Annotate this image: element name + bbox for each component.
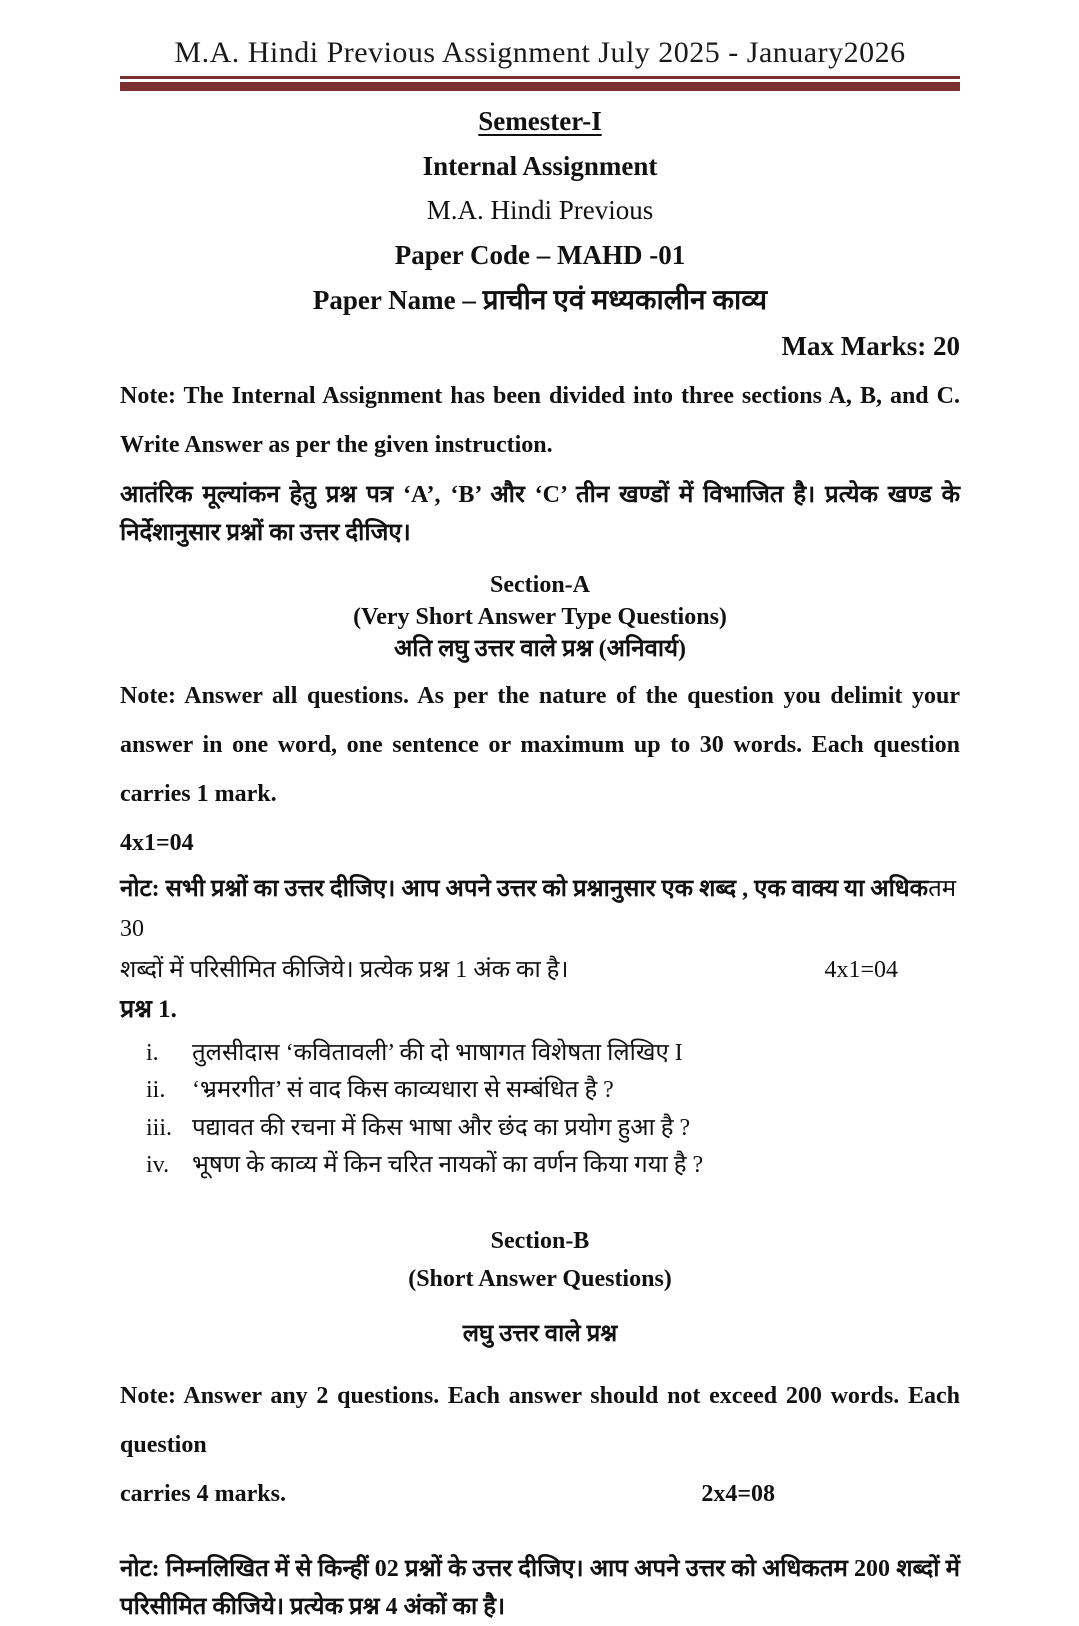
header-divider bbox=[120, 76, 960, 91]
subquestion-row bbox=[120, 1035, 960, 1072]
question-1-subquestions bbox=[120, 1035, 960, 1185]
general-note-hindi: आतंरिक मूल्यांकन हेतु प्रश्न पत्र ‘A’, ‘B’ और ‘C’ तीन खण्डों में विभाजित है। प्रत्येक खण्ड के निर्देशानुसार प्रश्नों का उत्तर दीजिए। bbox=[120, 476, 960, 553]
section-b-heading: Section-B bbox=[120, 1225, 960, 1257]
section-b-subheading-hindi: लघु उत्तर वाले प्रश्न bbox=[120, 1318, 960, 1350]
paper-name-line bbox=[120, 286, 960, 317]
subquestion-text: भूषण के काव्य में किन चरित नायकों का वर्णन किया गया है ? bbox=[192, 1147, 960, 1184]
section-a-note-english-marks: 4x1=04 bbox=[120, 819, 960, 868]
section-a-subheading-hindi: अति लघु उत्तर वाले प्रश्न (अनिवार्य) bbox=[120, 633, 960, 665]
subquestion-numeral: ii. bbox=[120, 1072, 192, 1109]
section-a-note-hindi-line2 bbox=[120, 950, 960, 991]
section-a-subheading-english: (Very Short Answer Type Questions) bbox=[120, 601, 960, 633]
subquestion-text: ‘भ्रमरगीत’ सं वाद किस काव्यधारा से सम्बंधित है ? bbox=[192, 1072, 960, 1109]
section-b-note-english-line2 bbox=[120, 1470, 960, 1519]
max-marks: Max Marks: 20 bbox=[120, 331, 960, 362]
header-divider-thin-line bbox=[120, 76, 960, 79]
section-a-note-hindi-line2-text: शब्दों में परिसीमित कीजिये। प्रत्येक प्रश्न 1 अंक का है। bbox=[120, 950, 569, 991]
assignment-heading: Internal Assignment bbox=[120, 152, 960, 182]
subquestion-text: तुलसीदास ‘कवितावली’ की दो भाषागत विशेषता लिखिए I bbox=[192, 1035, 960, 1072]
subquestion-numeral: iii. bbox=[120, 1110, 192, 1147]
section-a-note-hindi-marks: 4x1=04 bbox=[824, 950, 960, 991]
paper-name-value: प्राचीन एवं मध्यकालीन काव्य bbox=[483, 285, 767, 316]
paper-name-label: Paper Name – bbox=[313, 285, 476, 315]
section-b-note-english-marks: 2x4=08 bbox=[701, 1470, 960, 1519]
section-a-note-hindi-line1 bbox=[120, 869, 960, 951]
section-a-note-hindi-regular-part: तम 30 bbox=[120, 876, 956, 943]
section-b-note-english-line1: Note: Answer any 2 questions. Each answer should not exceed 200 words. Each question bbox=[120, 1372, 960, 1470]
subquestion-numeral: iv. bbox=[120, 1147, 192, 1184]
section-a-note-hindi-bold-part: नोट: सभी प्रश्नों का उत्तर दीजिए। आप अपने उत्तर को प्रश्नानुसार एक शब्द , एक वाक्य या अधिक bbox=[120, 876, 928, 902]
question-1-label: प्रश्न 1. bbox=[120, 991, 960, 1025]
header-divider-thick-bar bbox=[120, 82, 960, 91]
title-block bbox=[120, 107, 960, 317]
paper-code: Paper Code – MAHD -01 bbox=[120, 241, 960, 271]
subquestion-numeral: i. bbox=[120, 1035, 192, 1072]
subquestion-row bbox=[120, 1110, 960, 1147]
general-note-english: Note: The Internal Assignment has been divided into three sections A, B, and C. Write Answer as per the given instruction. bbox=[120, 372, 960, 470]
course-name: M.A. Hindi Previous bbox=[120, 196, 960, 226]
semester-heading: Semester-I bbox=[120, 107, 960, 137]
subquestion-text: पद्यावत की रचना में किस भाषा और छंद का प्रयोग हुआ है ? bbox=[192, 1110, 960, 1147]
section-a-note-english: Note: Answer all questions. As per the nature of the question you delimit your answer in one word, one sentence or maximum up to 30 words. Each question carries 1 mark. bbox=[120, 672, 960, 820]
document-header-title: M.A. Hindi Previous Assignment July 2025 - January2026 bbox=[120, 36, 960, 70]
section-b-note-hindi: नोट: निम्नलिखित में से किन्हीं 02 प्रश्नों के उत्तर दीजिए। आप अपने उत्तर को अधिकतम 200 शब्दों में परिसीमित कीजिये। प्रत्येक प्रश्न 4 अंकों का है। bbox=[120, 1550, 960, 1626]
section-b-subheading-english: (Short Answer Questions) bbox=[120, 1263, 960, 1295]
section-b-note-english-line2-text: carries 4 marks. bbox=[120, 1470, 286, 1519]
section-a-heading: Section-A bbox=[120, 569, 960, 601]
subquestion-row bbox=[120, 1072, 960, 1109]
subquestion-row bbox=[120, 1147, 960, 1184]
